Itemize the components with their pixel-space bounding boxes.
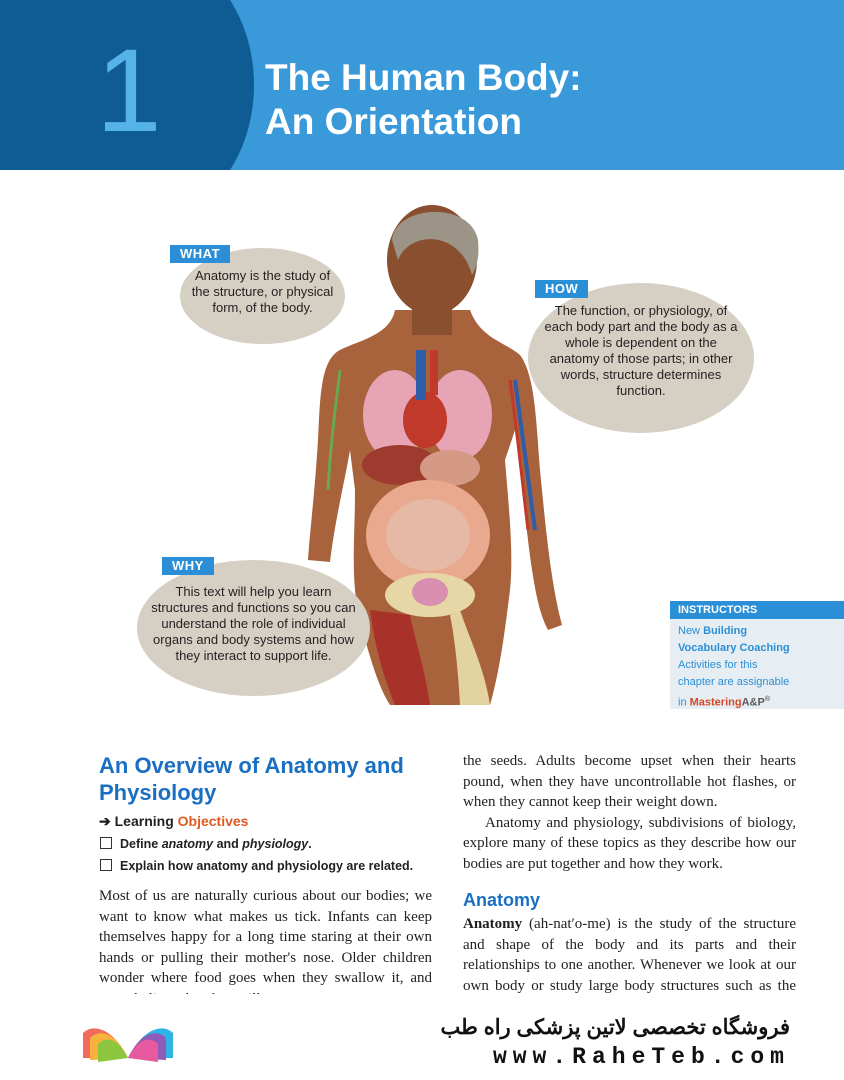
objective-text: Define — [120, 837, 162, 851]
what-tag: WHAT — [170, 245, 230, 263]
anatomy-term: Anatomy — [463, 916, 523, 932]
chapter-title-line-1: The Human Body: — [265, 57, 582, 98]
objective-text: . — [308, 837, 312, 851]
instructors-line2: Vocabulary Coaching — [678, 642, 790, 654]
why-tag: WHY — [162, 557, 214, 575]
body-paragraph-left: Most of us are naturally curious about our bodies; we want to know what makes us tick. Infants can keep themselves happy for a long time staring at their own hands or pulling their mother's nose. Older children wonder where food goes when they swallow it, and — [99, 888, 432, 986]
checkbox-icon[interactable] — [100, 837, 112, 849]
arrow-right-icon: ➔ — [99, 813, 111, 829]
mastering-logo-text[interactable]: Mastering — [689, 696, 742, 709]
body-paragraph: Anatomy and physiology, subdivisions of biology, explore many of these topics as they describe how our bodies are put together and how they work. — [463, 814, 796, 872]
body-paragraph: the seeds. Adults become upset when their hearts pound, when they have uncontrollable hot flashes, or when they cannot keep their weight down. — [463, 753, 796, 810]
objective-item — [100, 836, 312, 852]
store-url-link[interactable]: www.RaheTeb.com — [492, 1044, 790, 1070]
learning-word: Learning — [114, 813, 174, 829]
objective-term: physiology — [242, 837, 309, 851]
store-name: فروشگاه تخصصی لاتین پزشکی راه طب — [440, 1016, 790, 1039]
body-column-right — [463, 751, 796, 874]
chapter-title-line-2: An Orientation — [265, 101, 522, 142]
ap-logo-text: A&P — [741, 696, 765, 709]
instructors-line4: chapter are assignable — [678, 676, 790, 688]
objective-term: anatomy — [161, 837, 214, 851]
instructors-line1a: New — [678, 625, 704, 637]
chapter-title — [265, 56, 825, 144]
chapter-number: 1 — [96, 25, 162, 157]
section-title: An Overview of Anatomy and Physiology — [99, 753, 404, 805]
what-callout-text: Anatomy is the study of the structure, or physical form, of the body. — [191, 268, 334, 315]
objectives-word: Objectives — [177, 813, 249, 829]
instructors-text — [678, 623, 838, 712]
anatomy-text: (ah-nat′o-me) is the study of the structure and shape of the body and its parts and their relationships to one another. Whenever we look at our own body or study large body structures such as the — [463, 916, 796, 994]
objective-text: and — [213, 837, 243, 851]
instructors-line5a: in — [678, 696, 690, 709]
why-callout — [137, 560, 370, 696]
why-callout-text: This text will help you learn structures and functions so you can understand the role of individual organs and body systems and how they interact to support life. — [151, 584, 356, 663]
checkbox-icon[interactable] — [100, 859, 112, 871]
registered-mark: ® — [764, 696, 770, 703]
instructors-line3: Activities for this — [678, 659, 758, 671]
anatomy-heading: Anatomy — [463, 890, 541, 910]
instructors-box — [670, 601, 844, 709]
instructors-line1b: Building — [703, 625, 748, 637]
how-callout-text: The function, or physiology, of each body part and the body as a whole is dependent on the anatomy of those parts; in other words, structure determines function. — [544, 303, 738, 398]
how-tag: HOW — [535, 280, 588, 298]
objective-item — [100, 858, 413, 874]
learning-objectives-label — [99, 813, 248, 830]
book-logo-icon — [78, 1008, 178, 1068]
objective-text: Explain how anatomy and physiology are related. — [120, 859, 414, 873]
instructors-heading: INSTRUCTORS — [670, 601, 844, 619]
how-callout — [528, 283, 754, 433]
